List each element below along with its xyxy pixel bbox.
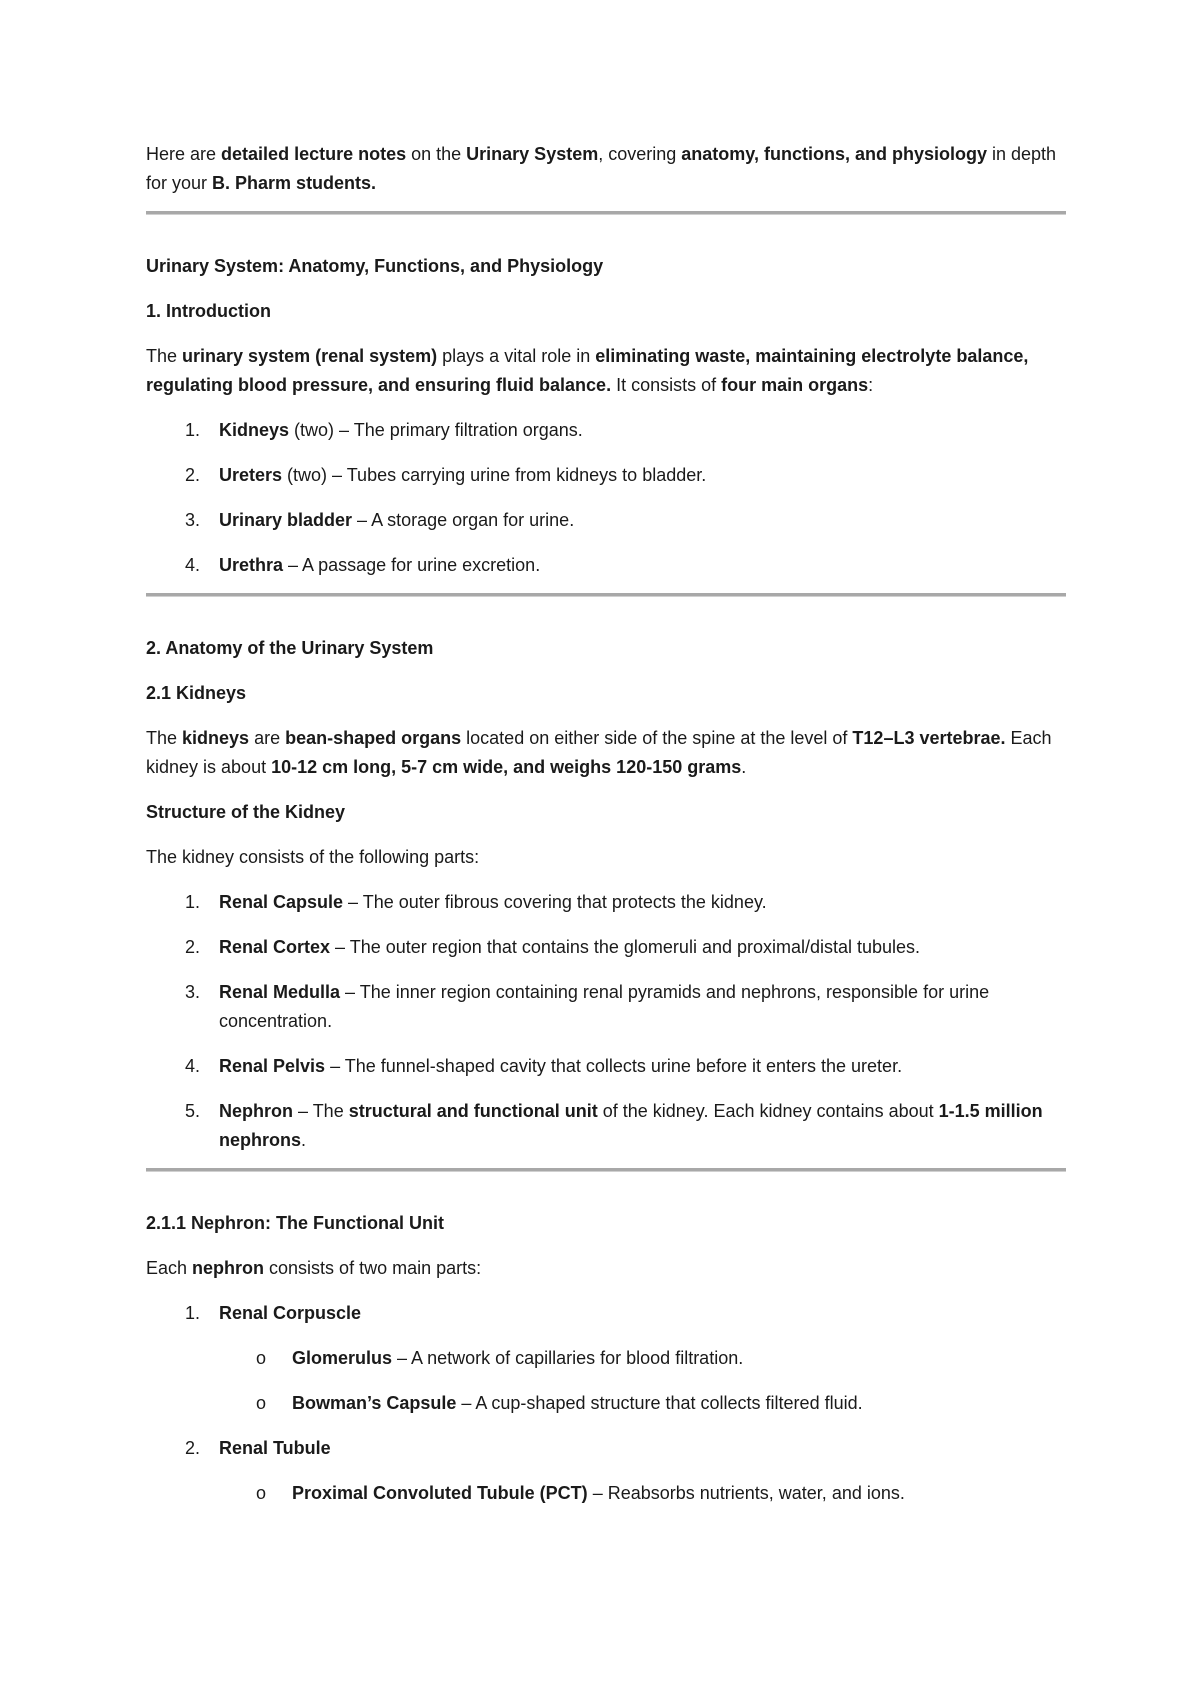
nephron-paragraph: [146, 1254, 1066, 1283]
document-page: [146, 140, 1066, 1508]
sub-item-term: Glomerulus: [292, 1348, 393, 1368]
bullet-icon: o: [256, 1393, 267, 1413]
list-item-desc: – The outer fibrous covering that protects the kidney.: [343, 892, 767, 912]
sub-list-item: [146, 1344, 1066, 1373]
list-item-term: Kidneys: [219, 420, 290, 440]
structure-heading: Structure of the Kidney: [146, 802, 346, 822]
list-item-desc: – The funnel-shaped cavity that collects urine before it enters the ureter.: [325, 1056, 903, 1076]
document-title: Urinary System: Anatomy, Functions, and Physiology: [146, 256, 604, 276]
kidneys-paragraph: [146, 724, 1066, 782]
list-item-term: Renal Medulla: [219, 982, 341, 1002]
sub-item-desc: – A network of capillaries for blood filtration.: [392, 1348, 744, 1368]
paragraph-text: plays a vital role in: [437, 346, 596, 366]
list-item-term: Urethra: [219, 555, 284, 575]
list-item-term: Renal Cortex: [219, 937, 331, 957]
list-item: [146, 1434, 1066, 1463]
list-item-term: Renal Tubule: [219, 1438, 331, 1458]
list-number: 4.: [185, 555, 201, 575]
list-item: [146, 1299, 1066, 1328]
list-item-desc: – The: [293, 1101, 349, 1121]
list-item-desc: (two) – The primary filtration organs.: [289, 420, 583, 440]
list-number: 4.: [185, 1056, 201, 1076]
bullet-icon: o: [256, 1348, 267, 1368]
introduction-paragraph: [146, 342, 1066, 400]
sub-item-term: Bowman’s Capsule: [292, 1393, 457, 1413]
paragraph-text: consists of two main parts:: [264, 1258, 482, 1278]
list-item: [146, 551, 1066, 580]
list-item: [146, 506, 1066, 535]
sub-item-desc: – Reabsorbs nutrients, water, and ions.: [587, 1483, 905, 1503]
organ-list: [146, 416, 1066, 580]
list-item-desc: .: [301, 1130, 307, 1150]
list-item: [146, 1097, 1066, 1155]
sub-list-item: [146, 1479, 1066, 1508]
list-item-desc: – A storage organ for urine.: [352, 510, 575, 530]
section-heading-introduction: 1. Introduction: [146, 301, 271, 321]
list-item: [146, 461, 1066, 490]
paragraph-text: Each kidney is about: [146, 728, 1052, 777]
list-item-bold: 1-1.5 million nephrons: [219, 1101, 1043, 1150]
list-number: 3.: [185, 510, 201, 530]
paragraph-text: .: [741, 757, 747, 777]
paragraph-text: are: [249, 728, 286, 748]
list-number: 1.: [185, 1303, 201, 1323]
list-item-bold: structural and functional unit: [348, 1101, 598, 1121]
paragraph-text: The: [146, 728, 183, 748]
list-item-desc: (two) – Tubes carrying urine from kidneys to bladder.: [282, 465, 707, 485]
paragraph-text: located on either side of the spine at the level of: [461, 728, 853, 748]
intro-text: in depth for your: [146, 144, 1057, 193]
list-item: [146, 933, 1066, 962]
list-item-term: Renal Corpuscle: [219, 1303, 362, 1323]
intro-paragraph: [146, 140, 1066, 198]
list-item-desc: of the kidney. Each kidney contains about: [597, 1101, 939, 1121]
list-item-term: Ureters: [219, 465, 283, 485]
intro-bold: B. Pharm students.: [212, 173, 377, 193]
horizontal-rule: [146, 593, 1066, 597]
list-number: 2.: [185, 1438, 201, 1458]
paragraph-text: It consists of: [611, 375, 722, 395]
paragraph-bold: eliminating waste, maintaining electrolyte balance, regulating blood pressure, and ensuring fluid balance.: [146, 346, 1029, 395]
list-item: [146, 978, 1066, 1036]
list-item: [146, 416, 1066, 445]
list-item-term: Nephron: [219, 1101, 293, 1121]
horizontal-rule: [146, 1168, 1066, 1172]
list-item: [146, 888, 1066, 917]
paragraph-bold: bean-shaped organs: [285, 728, 462, 748]
intro-bold: Urinary System: [466, 144, 599, 164]
paragraph-bold: nephron: [192, 1258, 265, 1278]
sub-item-desc: – A cup-shaped structure that collects filtered fluid.: [456, 1393, 863, 1413]
list-number: 1.: [185, 420, 201, 440]
kidney-structure-list: [146, 888, 1066, 1155]
list-item: [146, 1052, 1066, 1081]
list-number: 5.: [185, 1101, 201, 1121]
horizontal-rule: [146, 211, 1066, 215]
list-number: 2.: [185, 465, 201, 485]
bullet-icon: o: [256, 1483, 267, 1503]
list-item-desc: – The outer region that contains the glomeruli and proximal/distal tubules.: [330, 937, 921, 957]
paragraph-text: The: [146, 346, 183, 366]
list-item-term: Renal Capsule: [219, 892, 344, 912]
list-number: 2.: [185, 937, 201, 957]
intro-bold: anatomy, functions, and physiology: [681, 144, 987, 164]
section-heading-nephron: 2.1.1 Nephron: The Functional Unit: [146, 1213, 445, 1233]
paragraph-bold: urinary system (renal system): [182, 346, 438, 366]
paragraph-bold: four main organs: [721, 375, 869, 395]
list-number: 1.: [185, 892, 201, 912]
intro-bold: detailed lecture notes: [221, 144, 407, 164]
paragraph-text: :: [868, 375, 874, 395]
paragraph-bold: kidneys: [182, 728, 250, 748]
nephron-parts-list: [146, 1299, 1066, 1508]
intro-text: Here are: [146, 144, 222, 164]
list-number: 3.: [185, 982, 201, 1002]
paragraph-text: Each: [146, 1258, 193, 1278]
structure-intro: The kidney consists of the following parts:: [146, 847, 480, 867]
paragraph-bold: T12–L3 vertebrae.: [852, 728, 1006, 748]
subsection-heading-kidneys: 2.1 Kidneys: [146, 683, 247, 703]
list-item-term: Urinary bladder: [219, 510, 353, 530]
paragraph-bold: 10-12 cm long, 5-7 cm wide, and weighs 120-150 grams: [271, 757, 742, 777]
list-item-desc: – The inner region containing renal pyramids and nephrons, responsible for urine concentration.: [219, 982, 990, 1031]
section-heading-anatomy: 2. Anatomy of the Urinary System: [146, 638, 434, 658]
sub-item-term: Proximal Convoluted Tubule (PCT): [292, 1483, 588, 1503]
intro-text: on the: [406, 144, 467, 164]
list-item-desc: – A passage for urine excretion.: [283, 555, 541, 575]
sub-list-item: [146, 1389, 1066, 1418]
intro-text: , covering: [598, 144, 682, 164]
list-item-term: Renal Pelvis: [219, 1056, 326, 1076]
